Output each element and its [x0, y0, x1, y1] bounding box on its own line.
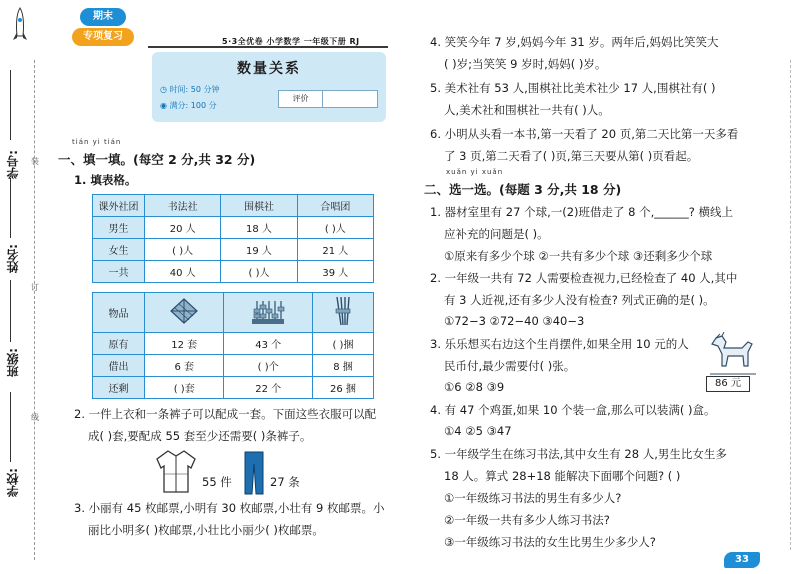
q4-line2: ( )岁;当笑笑 9 岁时,妈妈( )岁。	[444, 57, 607, 71]
club-table	[92, 194, 374, 283]
rocket-icon	[12, 6, 28, 49]
q6-line1: 6. 小明从头看一本书,第一天看了 20 页,第二天比第一天多看	[430, 127, 739, 141]
q4-line1: 4. 笑笑今年 7 岁,妈妈今年 31 岁。两年后,妈妈比笑笑大	[430, 35, 719, 49]
jacket-icon	[154, 448, 198, 497]
answer-cell[interactable]: ( )捆	[312, 333, 373, 355]
table-cell: 22 个	[224, 377, 313, 399]
section2-pinyin: xuǎn yi xuǎn	[446, 168, 504, 176]
table-header: 围棋社	[221, 195, 297, 217]
full-score: ◉ 满分: 100 分	[160, 101, 217, 110]
price-tag: 86 元	[706, 376, 750, 392]
table-cell: 一共	[93, 261, 145, 283]
c4-options[interactable]: ①4 ②5 ③47	[444, 424, 512, 438]
kite-icon	[167, 296, 201, 326]
table-header: 课外社团	[93, 195, 145, 217]
rating-label: 评价	[279, 91, 323, 107]
c2-options[interactable]: ①72−3 ②72−40 ③40−3	[444, 314, 585, 328]
q3-line1: 3. 小丽有 45 枚邮票,小明有 30 枚邮票,小壮有 9 枚邮票。小	[74, 501, 385, 515]
pants-icon	[243, 450, 265, 499]
clock-icon: ◷	[160, 85, 170, 94]
q2-line1: 2. 一件上衣和一条裤子可以配成一套。下面这些衣服可以配	[74, 407, 377, 421]
c3-options[interactable]: ①6 ②8 ③9	[444, 380, 505, 394]
class-label: 班级:	[6, 348, 20, 377]
table-cell: 8 捆	[312, 355, 373, 377]
page-edge	[790, 60, 791, 550]
c5-option-1[interactable]: ①一年级练习书法的男生有多少人?	[444, 491, 622, 505]
table-cell: 还剩	[93, 377, 145, 399]
badge-top: 期末	[80, 8, 126, 26]
c1-options[interactable]: ①原来有多少个球 ②一共有多少个球 ③还剩多少个球	[444, 249, 713, 263]
table-header: 书法社	[145, 195, 221, 217]
cut-mark: 装	[31, 157, 39, 166]
answer-cell[interactable]: ( )人	[221, 261, 297, 283]
table-cell: 21 人	[297, 239, 373, 261]
answer-cell[interactable]: ( )人	[297, 217, 373, 239]
table-cell: 26 捆	[312, 377, 373, 399]
rating-field[interactable]	[323, 91, 377, 107]
q5-line1: 5. 美术社有 53 人,围棋社比美术社少 17 人,围棋社有( )	[430, 81, 716, 95]
table-cell: 原有	[93, 333, 145, 355]
sticks-icon	[331, 295, 355, 327]
section1-pinyin: tián yi tián	[72, 138, 122, 146]
table-cell: 20 人	[145, 217, 221, 239]
table-cell: 19 人	[221, 239, 297, 261]
q1-label: 1. 填表格。	[74, 173, 137, 187]
title-panel	[152, 52, 386, 122]
c3-line2: 民币付,最少需要付( )张。	[444, 359, 576, 373]
table-cell: 借出	[93, 355, 145, 377]
q6-line2: 了 3 页,第二天看了( )页,第三天要从第( )页看起。	[444, 149, 699, 163]
c5-line2: 18 人。算式 28+18 能解决下面哪个问题? ( )	[444, 469, 681, 483]
c3-line1: 3. 乐乐想买右边这个生肖摆件,如果全用 10 元的人	[430, 337, 689, 351]
student-id-label: 学号:	[6, 150, 20, 179]
kite-image	[145, 293, 224, 333]
c2-line1: 2. 一年级一共有 72 人需要检查视力,已经检查了 40 人,其中	[430, 271, 738, 285]
table-cell: 12 套	[145, 333, 224, 355]
answer-cell[interactable]: ( )个	[224, 355, 313, 377]
q5-line2: 人,美术社和围棋社一共有( )人。	[444, 103, 610, 117]
abacus-image	[224, 293, 313, 333]
table-cell: 男生	[93, 217, 145, 239]
pants-count: 27 条	[270, 475, 300, 489]
q3-line2: 丽比小明多( )枚邮票,小壮比小丽少( )枚邮票。	[88, 523, 324, 537]
section1-heading: 一、填一填。(每空 2 分,共 32 分)	[58, 152, 256, 167]
table-cell: 女生	[93, 239, 145, 261]
page-title: 数量关系	[237, 61, 301, 77]
binding-strip	[0, 0, 52, 574]
c5-line1: 5. 一年级学生在练习书法,其中女生有 28 人,男生比女生多	[430, 447, 727, 461]
badge-bottom: 专项复习	[72, 28, 134, 46]
c2-line2: 有 3 人近视,还有多少人没有检查? 列式正确的是( )。	[444, 293, 715, 307]
section2-heading: 二、选一选。(每题 3 分,共 18 分)	[424, 182, 622, 197]
c5-option-3[interactable]: ③一年级练习书法的女生比男生少多少人?	[444, 535, 656, 549]
answer-cell[interactable]: ( )套	[145, 377, 224, 399]
table-cell: 18 人	[221, 217, 297, 239]
school-label: 学校:	[6, 468, 20, 497]
page-number: 33	[724, 552, 760, 568]
abacus-icon	[249, 295, 287, 327]
c4-line1: 4. 有 47 个鸡蛋,如果 10 个装一盒,那么可以装满( )盒。	[430, 403, 716, 417]
cut-mark: 线	[31, 413, 39, 422]
c1-line2: 应补充的问题是( )。	[444, 227, 549, 241]
name-label: 姓名:	[6, 244, 20, 273]
item-table	[92, 292, 374, 399]
sticks-image	[312, 293, 373, 333]
c1-line1: 1. 器材室里有 27 个球,一(2)班借走了 8 个,______? 横线上	[430, 205, 734, 219]
series-label: 5·3全优卷 小学数学 一年级下册 RJ	[222, 37, 360, 46]
table-header: 合唱团	[297, 195, 373, 217]
check-icon: ◉	[160, 101, 170, 110]
table-cell: 39 人	[297, 261, 373, 283]
q2-line2: 成( )套,要配成 55 套至少还需要( )条裤子。	[88, 429, 312, 443]
table-cell: 40 人	[145, 261, 221, 283]
table-header: 物品	[93, 293, 145, 333]
jacket-count: 55 件	[202, 475, 232, 489]
table-cell: 43 个	[224, 333, 313, 355]
cut-mark: 订	[31, 283, 39, 292]
rating-box[interactable]	[278, 90, 378, 108]
table-cell: 6 套	[145, 355, 224, 377]
review-badge	[72, 8, 134, 50]
time-limit: ◷ 时间: 50 分钟	[160, 85, 220, 94]
header-rule	[148, 46, 388, 48]
c5-option-2[interactable]: ②一年级一共有多少人练习书法?	[444, 513, 610, 527]
answer-cell[interactable]: ( )人	[145, 239, 221, 261]
